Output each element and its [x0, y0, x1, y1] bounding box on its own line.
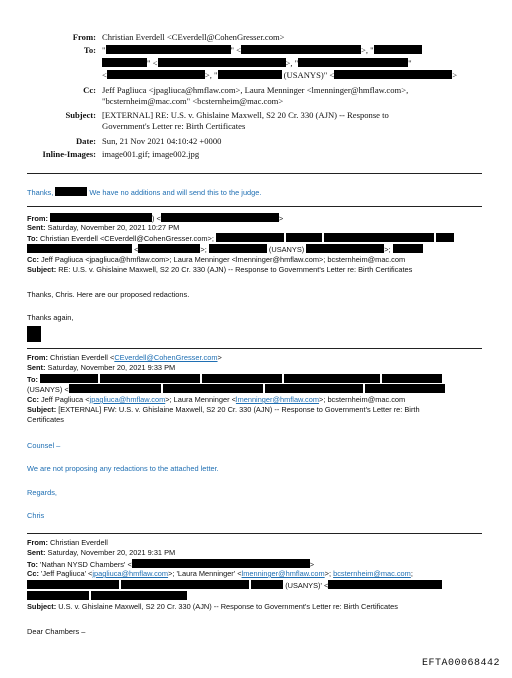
msg4-cc-line3 — [27, 591, 187, 602]
redaction — [132, 559, 310, 568]
redaction — [55, 187, 87, 196]
msg3-to-row: To: — [27, 374, 442, 385]
msg4-from-row: From: Christian Everdell — [27, 538, 108, 547]
msg2-to-row: To: Christian Everdell <CEverdell@CohenGresser.com>; — [27, 233, 454, 244]
email-link[interactable]: CEverdell@CohenGresser.com — [114, 353, 218, 362]
header-subject-line1: [EXTERNAL] RE: U.S. v. Ghislaine Maxwell, S2 20 Cr. 330 (AJN) -- Response to — [102, 110, 389, 120]
msg3-from-row: From: Christian Everdell <CEverdell@CohenGresser.com> — [27, 353, 222, 362]
header-cc-line1: Jeff Pagliuca <jpagliuca@hmflaw.com>, Laura Menninger <lmenninger@hmflaw.com>, — [102, 85, 409, 95]
redaction — [216, 233, 284, 242]
header-date-value: Sun, 21 Nov 2021 04:10:42 +0000 — [102, 136, 222, 146]
redaction — [286, 233, 322, 242]
redaction — [328, 580, 442, 589]
msg2-from-row: From: ) < > — [27, 214, 284, 223]
redaction — [138, 244, 200, 253]
header-to-line2: " < >, " " — [102, 58, 412, 69]
msg3-to-line2: (USANYS) < — [27, 384, 445, 395]
redaction — [265, 384, 363, 393]
email-link[interactable]: jpagliuca@hmflaw.com — [89, 395, 166, 404]
header-to-line1: " " < >, " — [102, 45, 422, 56]
redaction — [161, 213, 279, 222]
header-divider — [27, 173, 482, 174]
msg2-signature-redaction — [27, 326, 41, 344]
msg2-sent-row: Sent: Saturday, November 20, 2021 10:27 PM — [27, 223, 180, 232]
redaction — [121, 580, 249, 589]
redaction — [382, 374, 442, 383]
msg3-para-4: Chris — [27, 511, 45, 520]
msg3-sent-row: Sent: Saturday, November 20, 2021 9:33 PM — [27, 363, 176, 372]
message-divider — [27, 533, 482, 534]
redaction — [107, 70, 205, 79]
msg4-salutation: Dear Chambers – — [27, 627, 86, 636]
redaction — [50, 213, 152, 222]
document-id: EFTA00068442 — [421, 658, 500, 669]
redaction — [365, 384, 445, 393]
redaction — [374, 45, 422, 54]
msg2-to-line2: < >; (USANYS) >; — [27, 244, 423, 255]
redaction — [306, 244, 384, 253]
redaction — [163, 384, 263, 393]
msg4-cc-line2: (USANYS)' < — [27, 580, 442, 591]
msg3-para-3: Regards, — [27, 488, 57, 497]
redaction — [27, 591, 89, 600]
msg3-subject-line2: Certificates — [27, 415, 64, 424]
header-from-value: Christian Everdell <CEverdell@CohenGresser.com> — [102, 32, 285, 42]
redaction — [218, 70, 282, 79]
redaction — [100, 374, 200, 383]
msg4-to-row: To: 'Nathan NYSD Chambers' < > — [27, 560, 315, 569]
reply-message: Thanks, We have no additions and will send this to the judge. — [27, 188, 262, 197]
header-from-label: From: — [72, 32, 96, 42]
redaction — [158, 58, 286, 67]
redaction — [334, 70, 452, 79]
msg2-body-line2: Thanks again, — [27, 313, 74, 322]
header-cc-line2: "bcsternheim@mac.com" <bcsternheim@mac.com> — [102, 96, 284, 106]
header-subject-label: Subject: — [65, 110, 96, 120]
email-header — [0, 0, 512, 170]
msg2-body-line1: Thanks, Chris. Here are our proposed redactions. — [27, 290, 190, 299]
msg2-cc-row: Cc: Jeff Pagliuca <jpagliuca@hmflaw.com>; Laura Menninger <lmenninger@hmflaw.com>; bcsternheim@mac.com — [27, 255, 406, 264]
header-to-line3: < >, " (USANYS)" < > — [102, 70, 458, 80]
redaction — [106, 45, 231, 54]
msg3-subject-row: Subject: [EXTERNAL] FW: U.S. v. Ghislaine Maxwell, S2 20 Cr. 330 (AJN) -- Response to Government's Letter re: Birth — [27, 405, 420, 414]
redaction — [27, 580, 119, 589]
header-inline-images-value: image001.gif; image002.jpg — [102, 149, 200, 159]
header-cc-label: Cc: — [83, 85, 96, 95]
msg4-cc-row: Cc: 'Jeff Pagliuca' <jpagliuca@hmflaw.com>; 'Laura Menninger' <lmenninger@hmflaw.com>; bcsternheim@mac.com; — [27, 569, 413, 578]
message-divider — [27, 206, 482, 207]
redaction — [393, 244, 423, 253]
redaction — [209, 244, 267, 253]
email-link[interactable]: lmenninger@hmflaw.com — [241, 569, 325, 578]
msg3-para-1: Counsel – — [27, 441, 61, 450]
msg4-subject-row: Subject: U.S. v. Ghislaine Maxwell, S2 20 Cr. 330 (AJN) -- Response to Government's Letter re: Birth Certificates — [27, 602, 398, 611]
redaction — [324, 233, 434, 242]
redaction — [436, 233, 454, 242]
header-to-label: To: — [83, 45, 96, 55]
header-inline-images-label: Inline-Images: — [42, 149, 96, 159]
email-link[interactable]: lmenninger@hmflaw.com — [235, 395, 320, 404]
redaction — [202, 374, 282, 383]
header-date-label: Date: — [75, 136, 96, 146]
email-link[interactable]: bcsternheim@mac.com — [333, 569, 411, 578]
redaction — [27, 326, 41, 342]
redaction — [241, 45, 361, 54]
header-subject-line2: Government's Letter re: Birth Certificates — [102, 121, 246, 131]
msg3-para-2: We are not proposing any redactions to the attached letter. — [27, 464, 219, 473]
msg4-sent-row: Sent: Saturday, November 20, 2021 9:31 PM — [27, 548, 176, 557]
redaction — [284, 374, 380, 383]
msg3-cc-row: Cc: Jeff Pagliuca <jpagliuca@hmflaw.com>; Laura Menninger <lmenninger@hmflaw.com>; bcsternheim@mac.com — [27, 395, 406, 404]
redaction — [102, 58, 147, 67]
msg2-subject-row: Subject: RE: U.S. v. Ghislaine Maxwell, S2 20 Cr. 330 (AJN) -- Response to Government's Letter re: Birth Certificates — [27, 265, 413, 274]
redaction — [298, 58, 408, 67]
email-link[interactable]: jpagliuca@hmflaw.com — [92, 569, 169, 578]
redaction — [91, 591, 187, 600]
redaction — [40, 374, 98, 383]
redaction — [251, 580, 283, 589]
message-divider — [27, 348, 482, 349]
redaction — [27, 244, 132, 253]
redaction — [69, 384, 161, 393]
